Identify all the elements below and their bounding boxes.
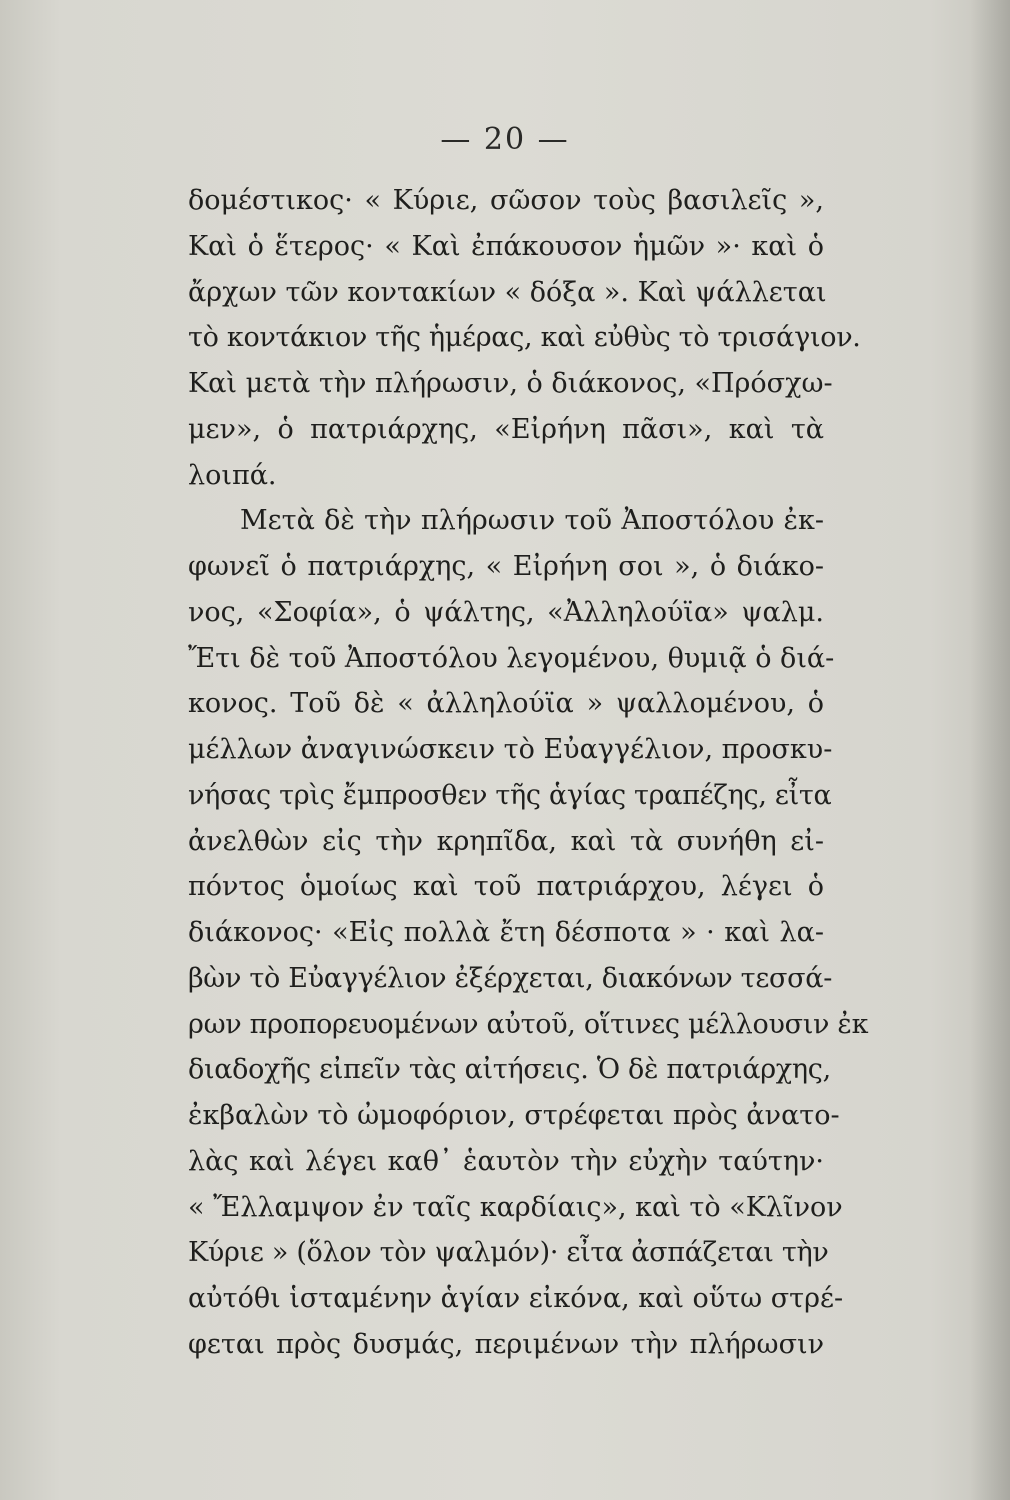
page-number: — 20 — [440, 122, 570, 157]
text-line: ἐκβαλὼν τὸ ὠμοφόριον, στρέφεται πρὸς ἀνατο- [188, 1100, 840, 1131]
paragraph-start-line: Μετὰ δὲ τὴν πλήρωσιν τοῦ Ἀποστόλου ἐκ- [240, 505, 824, 537]
text-line: τὸ κοντάκιον τῆς ἡμέρας, καὶ εὐθὺς τὸ τρισάγιον. [188, 322, 861, 354]
text-line: νήσας τρὶς ἔμπροσθεν τῆς ἁγίας τραπέζης, εἶτα [188, 779, 832, 811]
text-line: Κύριε » (ὅλον τὸν ψαλμόν)· εἶτα ἀσπάζεται τὴν [188, 1237, 829, 1269]
text-line: μεν», ὁ πατριάρχης, «Εἰρήνη πᾶσι», καὶ τὰ [188, 413, 824, 445]
text-line: βὼν τὸ Εὐαγγέλιον ἐξέρχεται, διακόνων τεσσά- [188, 962, 833, 994]
text-line: λὰς καὶ λέγει καθ᾽ ἑαυτὸν τὴν εὐχὴν ταύτην· [188, 1145, 824, 1177]
text-line: ἀνελθὼν εἰς τὴν κρηπῖδα, καὶ τὰ συνήθη εἰ- [188, 825, 824, 857]
text-line: μέλλων ἀναγινώσκειν τὸ Εὐαγγέλιον, προσκυ- [188, 734, 833, 765]
text-line: « Ἔλλαμψον ἐν ταῖς καρδίαις», καὶ τὸ «Κλῖνον [188, 1191, 843, 1223]
text-line: Ἔτι δὲ τοῦ Ἀποστόλου λεγομένου, θυμιᾷ ὁ διά- [188, 642, 835, 674]
text-line: διαδοχῆς εἰπεῖν τὰς αἰτήσεις. Ὁ δὲ πατριάρχης, [188, 1054, 831, 1086]
page-edge-shadow [970, 0, 1010, 1500]
text-line: Καὶ ὁ ἕτερος· « Καὶ ἐπάκουσον ἡμῶν »· καὶ ὁ [188, 230, 824, 262]
text-line: νος, «Σοφία», ὁ ψάλτης, «Ἀλληλούϊα» ψαλμ. [188, 596, 824, 628]
text-line: αὐτόθι ἱσταμένην ἁγίαν εἰκόνα, καὶ οὕτω στρέ- [188, 1283, 844, 1314]
paragraph-end-line: λοιπά. [188, 459, 277, 491]
text-line: φεται πρὸς δυσμάς, περιμένων τὴν πλήρωσιν [188, 1328, 824, 1360]
text-line: κονος. Τοῦ δὲ « ἀλληλούϊα » ψαλλομένου, ὁ [188, 688, 824, 720]
text-line: δομέστικος· « Κύριε, σῶσον τοὺς βασιλεῖς », [188, 185, 824, 216]
text-line: ρων προπορευομένων αὐτοῦ, οἵτινες μέλλουσιν ἐκ [188, 1008, 869, 1040]
text-line: πόντος ὁμοίως καὶ τοῦ πατριάρχου, λέγει ὁ [188, 871, 824, 903]
text-line: φωνεῖ ὁ πατριάρχης, « Εἰρήνη σοι », ὁ διάκο- [188, 551, 824, 582]
text-line: ἄρχων τῶν κοντακίων « δόξα ». Καὶ ψάλλεται [188, 276, 827, 308]
text-line: Καὶ μετὰ τὴν πλήρωσιν, ὁ διάκονος, «Πρόσχω- [188, 368, 833, 399]
body-text [188, 178, 869, 1368]
text-line: διάκονος· «Εἰς πολλὰ ἔτη δέσποτα » · καὶ λα- [188, 917, 824, 948]
